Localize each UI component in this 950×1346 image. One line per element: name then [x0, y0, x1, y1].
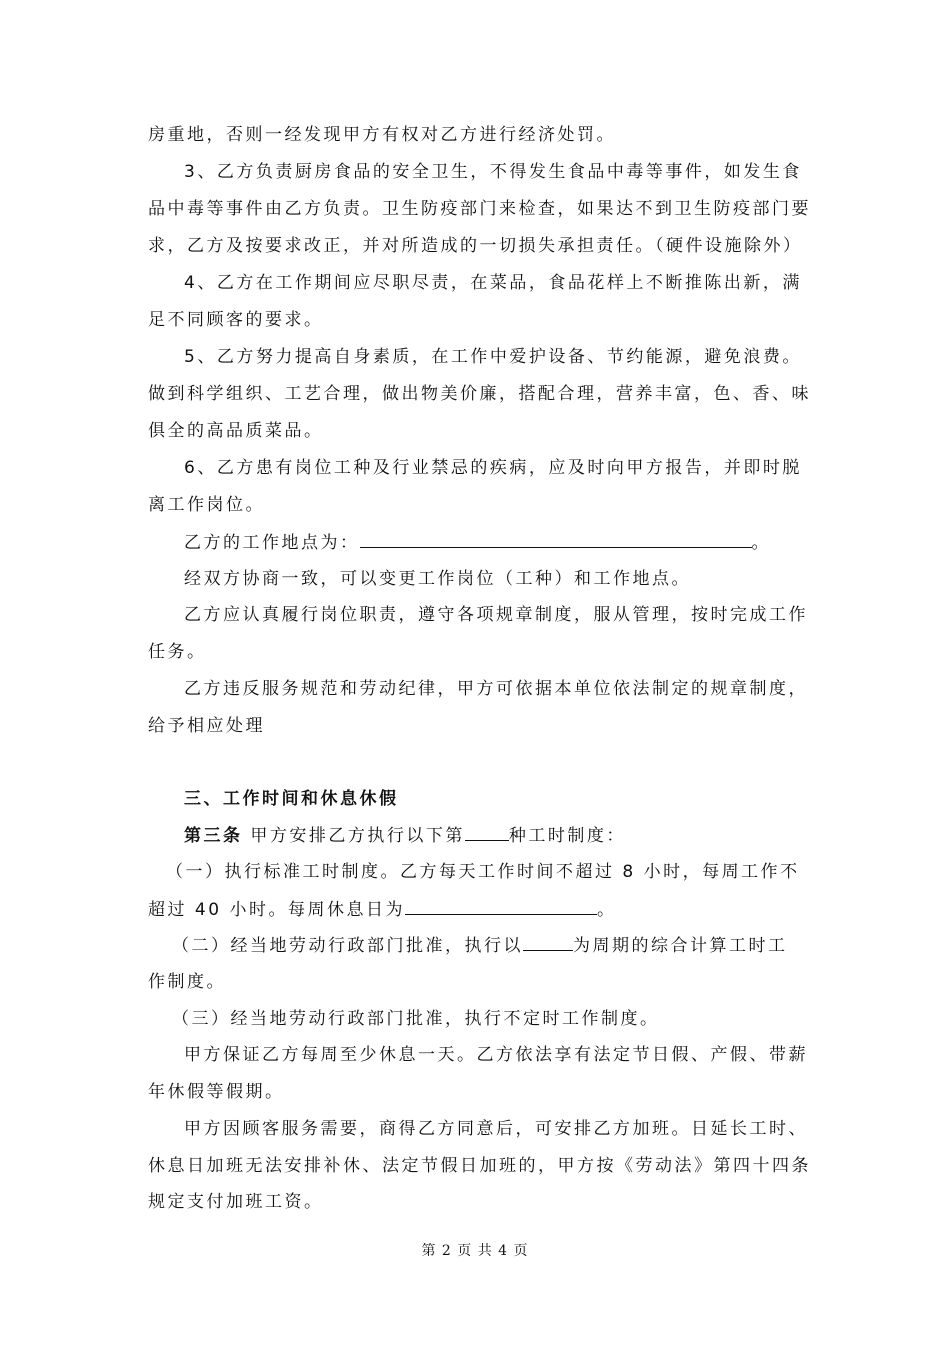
text-line: 求，乙方及按要求改正，并对所造成的一切损失承担责任。（硬件设施除外）: [148, 236, 803, 256]
work-place-blank[interactable]: [360, 531, 752, 548]
text-line: 离工作岗位。: [148, 495, 265, 515]
text-line: 年休假等假期。: [148, 1082, 285, 1102]
article3-text-a: 甲方安排乙方执行以下第: [242, 826, 465, 846]
work-place-label: 乙方的工作地点为：: [184, 533, 360, 553]
text-line: 4、乙方在工作期间应尽职尽责，在菜品，食品花样上不断推陈出新，满: [184, 273, 802, 293]
rest-day-line: [148, 898, 616, 921]
text-line: 乙方应认真履行岗位职责，遵守各项规章制度，服从管理，按时完成工作: [184, 605, 808, 625]
work-place-line: [184, 531, 771, 554]
text-line: 规定支付加班工资。: [148, 1192, 324, 1212]
text-line: 房重地，否则一经发现甲方有权对乙方进行经济处罚。: [148, 125, 616, 145]
rest-day-text: 超过 40 小时。每周休息日为: [148, 900, 405, 920]
rest-day-blank[interactable]: [405, 898, 597, 915]
text-line: 经双方协商一致，可以变更工作岗位（工种）和工作地点。: [184, 569, 691, 589]
comprehensive-text-b: 为周期的综合计算工时工: [573, 936, 788, 956]
text-line: 乙方违反服务规范和劳动纪律，甲方可依据本单位依法制定的规章制度，: [184, 679, 808, 699]
comprehensive-line: [172, 934, 788, 957]
text-line: 任务。: [148, 642, 207, 662]
text-line: 给予相应处理: [148, 716, 265, 736]
text-line: （一）执行标准工时制度。乙方每天工作时间不超过 8 小时，每周工作不: [166, 862, 800, 882]
text-line: 5、乙方努力提高自身素质，在工作中爱护设备、节约能源，避免浪费。: [184, 347, 802, 367]
article3-line: [184, 824, 626, 847]
text-line: 休息日加班无法安排补休、法定节假日加班的，甲方按《劳动法》第四十四条: [148, 1156, 811, 1176]
text-line: （三）经当地劳动行政部门批准，执行不定时工作制度。: [172, 1009, 660, 1029]
text-line: 作制度。: [148, 972, 226, 992]
text-line: 3、乙方负责厨房食品的安全卫生，不得发生食品中毒等事件，如发生食: [184, 162, 802, 182]
section-heading: 三、工作时间和休息休假: [184, 789, 399, 809]
work-place-end: 。: [751, 533, 771, 553]
comprehensive-text-a: （二）经当地劳动行政部门批准，执行以: [172, 936, 523, 956]
article3-title: 第三条: [184, 826, 243, 846]
text-line: 做到科学组织、工艺合理，做出物美价廉，搭配合理，营养丰富，色、香、味: [148, 384, 811, 404]
schedule-type-blank[interactable]: [465, 824, 509, 841]
text-line: 俱全的高品质菜品。: [148, 421, 324, 441]
page-footer: 第 2 页 共 4 页: [421, 1243, 529, 1259]
text-line: 甲方因顾客服务需要，商得乙方同意后，可安排乙方加班。日延长工时、: [184, 1119, 808, 1139]
article3-text-b: 种工时制度：: [508, 826, 626, 846]
rest-day-end: 。: [596, 900, 617, 920]
text-line: 品中毒等事件由乙方负责。卫生防疫部门来检查，如果达不到卫生防疫部门要: [148, 199, 811, 219]
text-line: 甲方保证乙方每周至少休息一天。乙方依法享有法定节日假、产假、带薪: [184, 1045, 808, 1065]
text-line: 6、乙方患有岗位工种及行业禁忌的疾病，应及时向甲方报告，并即时脱: [184, 458, 802, 478]
text-line: 足不同顾客的要求。: [148, 310, 324, 330]
cycle-blank[interactable]: [523, 934, 573, 951]
